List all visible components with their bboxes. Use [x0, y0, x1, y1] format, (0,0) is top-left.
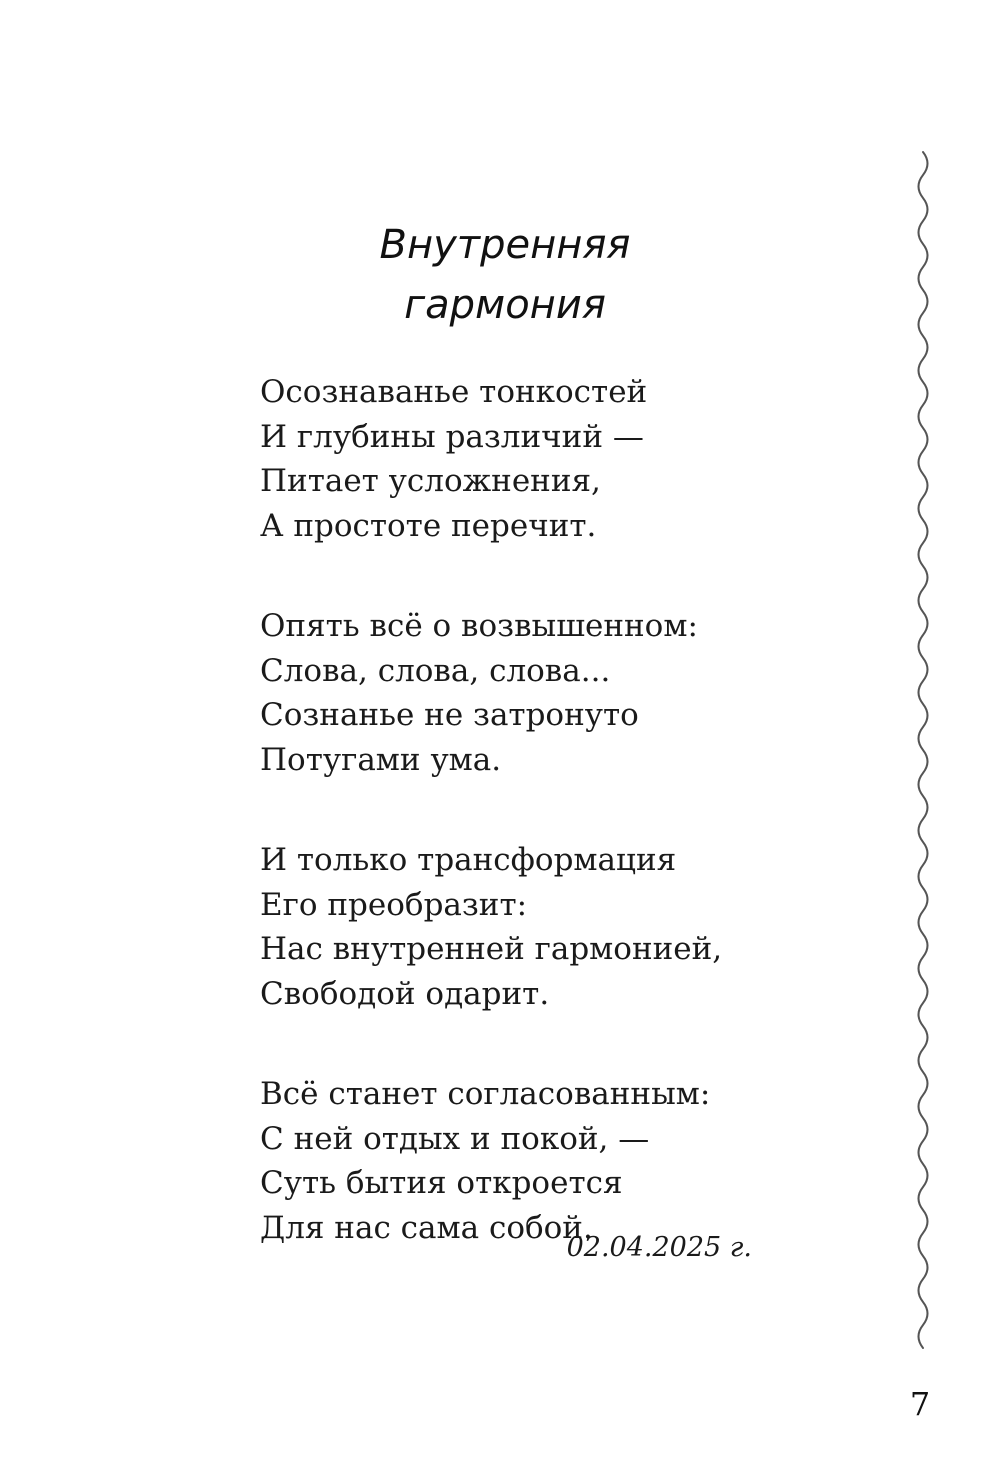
poem-line: А простоте перечит. — [260, 507, 597, 544]
poem-line: Суть бытия откроется — [260, 1165, 623, 1201]
stanza-3 — [260, 838, 820, 1016]
poem-line: Потугами ума. — [260, 741, 502, 778]
poem-line: Сознанье не затронуто — [260, 697, 639, 733]
stanza-1 — [260, 370, 820, 548]
poem-line: Всё станет согласованным: — [260, 1076, 711, 1112]
poem-line: Питает усложнения, — [260, 463, 601, 499]
poem-line: Нас внутренней гармонией, — [260, 931, 723, 967]
poem-line: И только трансформация — [260, 842, 677, 878]
poem-date: 02.04.2025 г. — [566, 1232, 752, 1263]
poem-title-line-1: Внутренняя — [379, 222, 631, 268]
stanza-2 — [260, 604, 820, 782]
poem-line: Свободой одарит. — [260, 975, 550, 1012]
poem-body — [260, 370, 820, 1306]
poem-line: Опять всё о возвышенном: — [260, 608, 698, 644]
wavy-border-ornament-icon — [905, 150, 945, 1365]
poem-line: Для нас сама собой. — [260, 1209, 593, 1246]
page-number: 7 — [909, 1385, 931, 1423]
poem-line: С ней отдых и покой, — — [260, 1120, 650, 1157]
poem-title-line-2: гармония — [404, 282, 606, 328]
poem-line: Слова, слова, слова... — [260, 652, 611, 689]
stanza-4 — [260, 1072, 820, 1250]
poem-line: Его преобразит: — [260, 886, 528, 923]
poem-title — [300, 215, 710, 335]
poem-line: Осознаванье тонкостей — [260, 374, 648, 410]
poem-line: И глубины различий — — [260, 418, 644, 455]
